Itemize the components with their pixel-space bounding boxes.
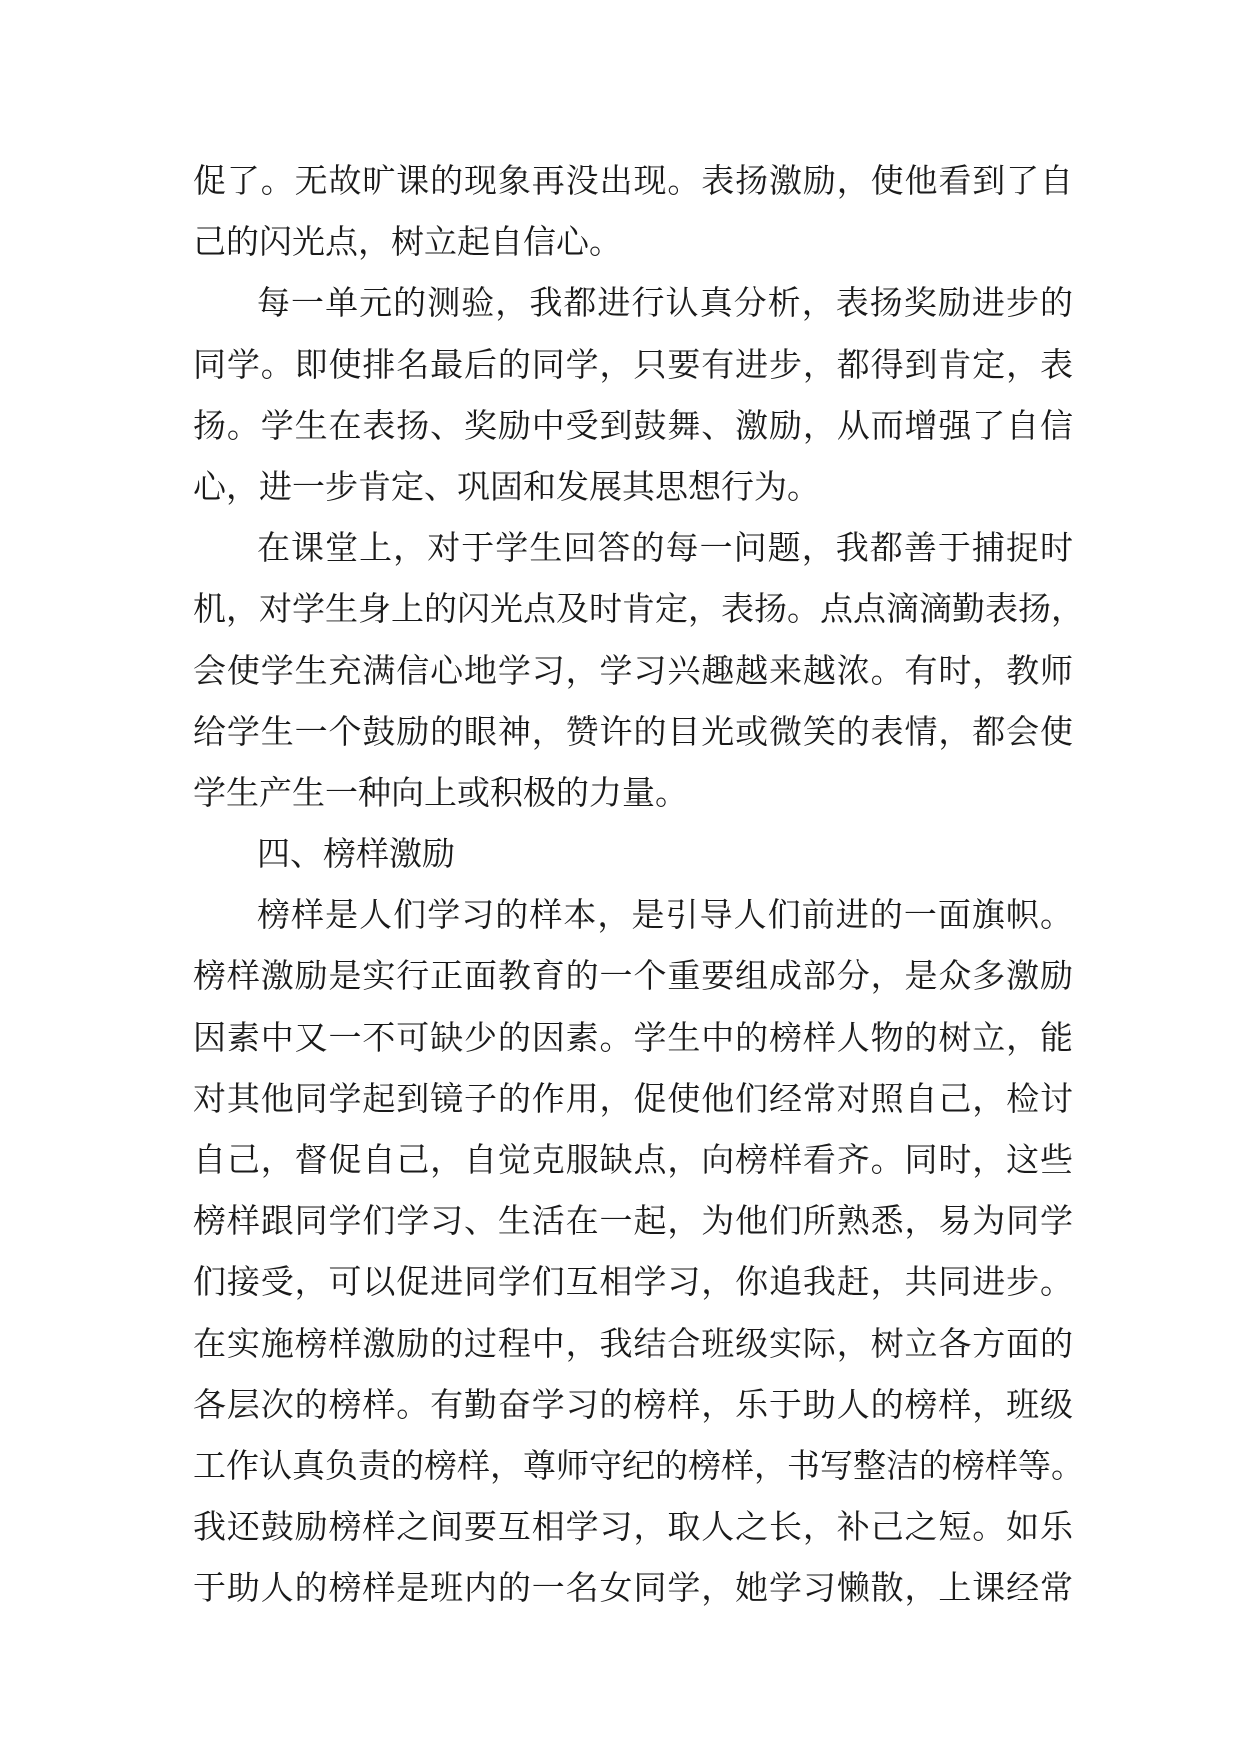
text-line: 己的闪光点，树立起自信心。 — [193, 222, 622, 262]
paragraph-first-line: 在课堂上，对于学生回答的每一问题，我都善于捕捉时 — [257, 528, 1073, 568]
text-line: 我还鼓励榜样之间要互相学习，取人之长，补己之短。如乐 — [193, 1507, 1073, 1547]
text-line: 对其他同学起到镜子的作用，促使他们经常对照自己，检讨 — [193, 1078, 1073, 1118]
paragraph-first-line: 榜样是人们学习的样本，是引导人们前进的一面旗帜。 — [257, 895, 1073, 935]
text-line: 同学。即使排名最后的同学，只要有进步，都得到肯定，表 — [193, 344, 1073, 384]
text-line: 学生产生一种向上或积极的力量。 — [193, 772, 688, 812]
text-line: 心，进一步肯定、巩固和发展其思想行为。 — [193, 466, 820, 506]
text-line: 扬。学生在表扬、奖励中受到鼓舞、激励，从而增强了自信 — [193, 405, 1073, 445]
text-line: 自己，督促自己，自觉克服缺点，向榜样看齐。同时，这些 — [193, 1140, 1073, 1179]
text-line: 们接受，可以促进同学们互相学习，你追我赶，共同进步。 — [193, 1262, 1073, 1302]
text-line: 于助人的榜样是班内的一名女同学，她学习懒散，上课经常 — [193, 1568, 1073, 1608]
text-line: 榜样跟同学们学习、生活在一起，为他们所熟悉，易为同学 — [193, 1201, 1073, 1241]
text-line: 机，对学生身上的闪光点及时肯定，表扬。点点滴滴勤表扬， — [193, 589, 1084, 629]
section-heading: 四、榜样激励 — [257, 834, 455, 874]
text-line: 各层次的榜样。有勤奋学习的榜样，乐于助人的榜样，班级 — [193, 1384, 1073, 1424]
text-line: 会使学生充满信心地学习，学习兴趣越来越浓。有时，教师 — [193, 650, 1073, 690]
body-text — [193, 150, 1084, 1619]
text-line: 给学生一个鼓励的眼神，赞许的目光或微笑的表情，都会使 — [193, 711, 1073, 751]
paragraph-first-line: 每一单元的测验，我都进行认真分析，表扬奖励进步的 — [257, 283, 1073, 323]
text-line: 在实施榜样激励的过程中，我结合班级实际，树立各方面的 — [193, 1323, 1073, 1363]
text-line: 促了。无故旷课的现象再没出现。表扬激励，使他看到了自 — [193, 161, 1073, 200]
text-line: 工作认真负责的榜样，尊师守纪的榜样，书写整洁的榜样等。 — [193, 1445, 1084, 1485]
text-line: 因素中又一不可缺少的因素。学生中的榜样人物的树立，能 — [193, 1017, 1073, 1057]
text-line: 榜样激励是实行正面教育的一个重要组成部分，是众多激励 — [193, 956, 1073, 996]
